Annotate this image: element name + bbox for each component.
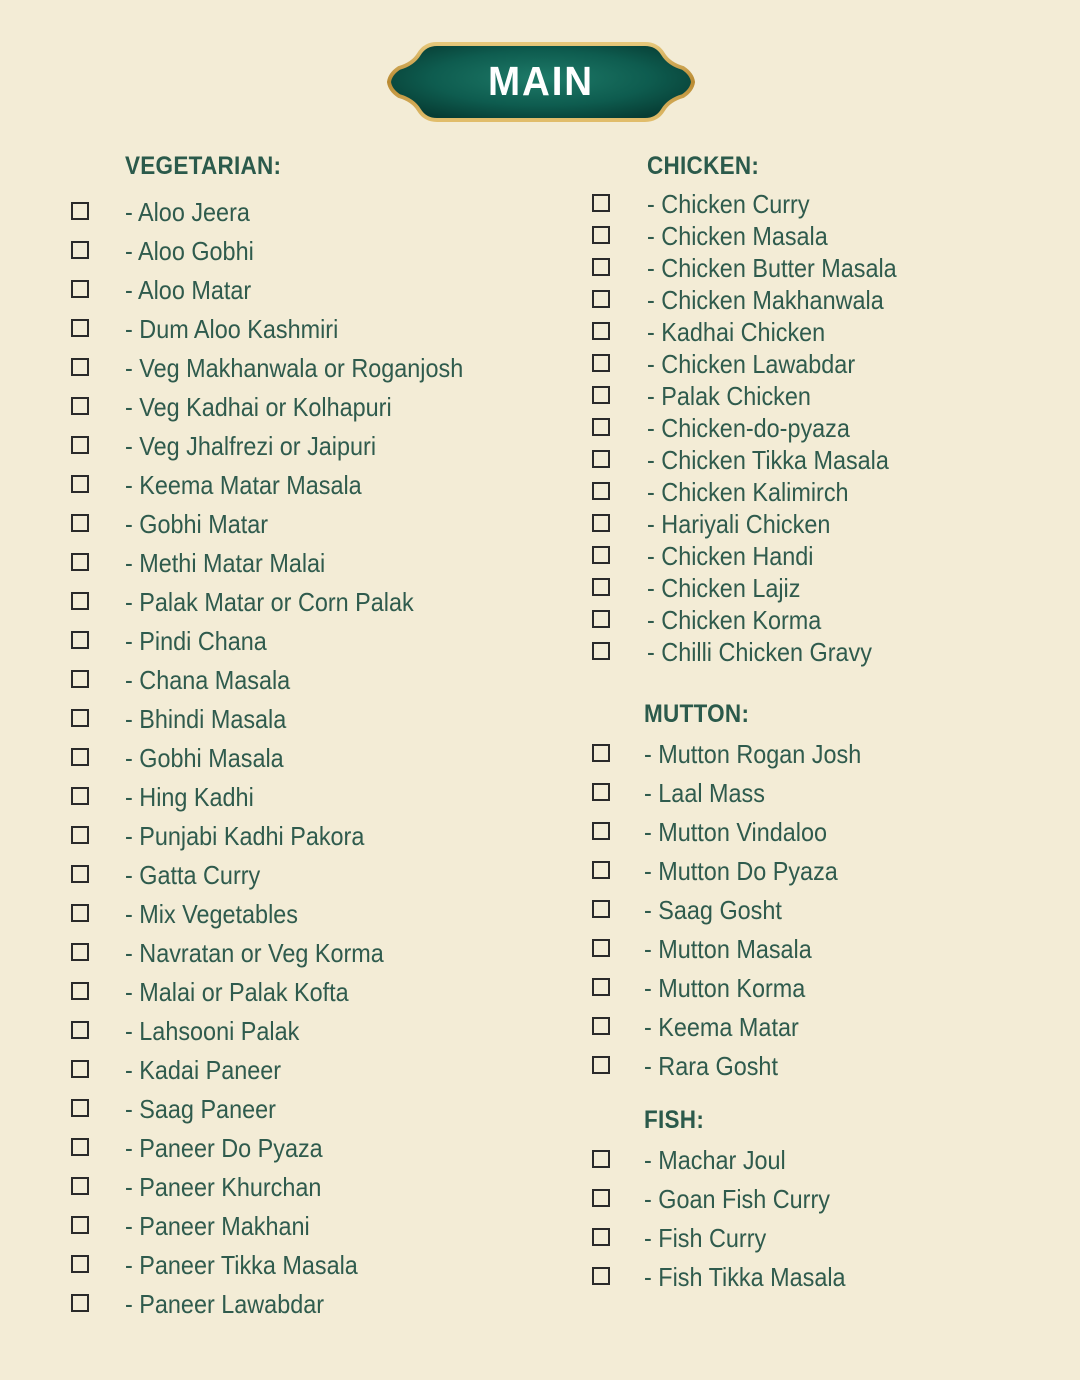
checkbox-icon[interactable] <box>592 450 610 468</box>
item-label: - Chicken Curry <box>647 189 810 219</box>
item-label: - Malai or Palak Kofta <box>125 977 349 1007</box>
checkbox-icon[interactable] <box>592 226 610 244</box>
checkbox-icon[interactable] <box>71 241 89 259</box>
checkbox-icon[interactable] <box>592 861 610 879</box>
title-banner <box>387 38 695 126</box>
item-label: - Chicken Lajiz <box>647 573 801 603</box>
checkbox-icon[interactable] <box>71 514 89 532</box>
item-label: - Saag Gosht <box>644 895 782 925</box>
checkbox-icon[interactable] <box>592 1150 610 1168</box>
item-label: - Gobhi Masala <box>125 743 284 773</box>
fish-heading: FISH: <box>644 1106 705 1134</box>
checkbox-icon[interactable] <box>592 258 610 276</box>
checkbox-icon[interactable] <box>71 319 89 337</box>
checkbox-icon[interactable] <box>592 900 610 918</box>
item-label: - Paneer Makhani <box>125 1211 310 1241</box>
checkbox-icon[interactable] <box>71 1060 89 1078</box>
checkbox-icon[interactable] <box>71 1255 89 1273</box>
item-label: - Goan Fish Curry <box>644 1184 830 1214</box>
item-label: - Chicken Makhanwala <box>647 285 884 315</box>
item-label: - Chilli Chicken Gravy <box>647 637 872 667</box>
checkbox-icon[interactable] <box>71 709 89 727</box>
checkbox-icon[interactable] <box>71 436 89 454</box>
checkbox-icon[interactable] <box>592 610 610 628</box>
item-label: - Mutton Vindaloo <box>644 817 827 847</box>
checkbox-icon[interactable] <box>592 978 610 996</box>
item-label: - Veg Jhalfrezi or Jaipuri <box>125 431 377 461</box>
item-label: - Saag Paneer <box>125 1094 276 1124</box>
item-label: - Kadhai Chicken <box>647 317 826 347</box>
checkbox-icon[interactable] <box>592 514 610 532</box>
checkbox-icon[interactable] <box>71 943 89 961</box>
checkbox-icon[interactable] <box>71 1099 89 1117</box>
checkbox-icon[interactable] <box>71 670 89 688</box>
item-label: - Hariyali Chicken <box>647 509 831 539</box>
item-label: - Keema Matar Masala <box>125 470 362 500</box>
item-label: - Hing Kadhi <box>125 782 254 812</box>
mutton-heading: MUTTON: <box>644 700 750 728</box>
item-label: - Gatta Curry <box>125 860 261 890</box>
checkbox-icon[interactable] <box>71 1216 89 1234</box>
item-label: - Machar Joul <box>644 1145 786 1175</box>
item-label: - Gobhi Matar <box>125 509 269 539</box>
item-label: - Chicken Kalimirch <box>647 477 849 507</box>
item-label: - Paneer Lawabdar <box>125 1289 325 1319</box>
checkbox-icon[interactable] <box>592 354 610 372</box>
item-label: - Paneer Khurchan <box>125 1172 322 1202</box>
item-label: - Veg Makhanwala or Roganjosh <box>125 353 464 383</box>
item-label: - Mix Vegetables <box>125 899 298 929</box>
item-label: - Palak Matar or Corn Palak <box>125 587 414 617</box>
vegetarian-heading: VEGETARIAN: <box>125 152 282 180</box>
item-label: - Chana Masala <box>125 665 291 695</box>
chicken-heading: CHICKEN: <box>647 152 760 180</box>
item-label: - Mutton Do Pyaza <box>644 856 838 886</box>
checkbox-icon[interactable] <box>71 1138 89 1156</box>
checkbox-icon[interactable] <box>592 578 610 596</box>
item-label: - Navratan or Veg Korma <box>125 938 384 968</box>
item-label: - Chicken Handi <box>647 541 814 571</box>
item-label: - Bhindi Masala <box>125 704 287 734</box>
checkbox-icon[interactable] <box>592 744 610 762</box>
checkbox-icon[interactable] <box>71 475 89 493</box>
item-label: - Aloo Jeera <box>125 197 250 227</box>
item-label: - Mutton Korma <box>644 973 806 1003</box>
checkbox-icon[interactable] <box>71 904 89 922</box>
checkbox-icon[interactable] <box>71 865 89 883</box>
item-label: - Paneer Tikka Masala <box>125 1250 358 1280</box>
checkbox-icon[interactable] <box>71 280 89 298</box>
item-label: - Aloo Matar <box>125 275 252 305</box>
checkbox-icon[interactable] <box>592 290 610 308</box>
checkbox-icon[interactable] <box>592 482 610 500</box>
checkbox-icon[interactable] <box>592 1056 610 1074</box>
item-label: - Punjabi Kadhi Pakora <box>125 821 365 851</box>
item-label: - Aloo Gobhi <box>125 236 254 266</box>
checkbox-icon[interactable] <box>71 1021 89 1039</box>
checkbox-icon[interactable] <box>71 1177 89 1195</box>
checkbox-icon[interactable] <box>71 358 89 376</box>
item-label: - Pindi Chana <box>125 626 267 656</box>
item-label: - Chicken Lawabdar <box>647 349 856 379</box>
checkbox-icon[interactable] <box>71 202 89 220</box>
checkbox-icon[interactable] <box>592 783 610 801</box>
page-title: MAIN <box>487 58 594 104</box>
checkbox-icon[interactable] <box>592 1189 610 1207</box>
checkbox-icon[interactable] <box>71 592 89 610</box>
item-label: - Chicken Korma <box>647 605 822 635</box>
checkbox-icon[interactable] <box>71 553 89 571</box>
item-label: - Dum Aloo Kashmiri <box>125 314 339 344</box>
checkbox-icon[interactable] <box>71 1294 89 1312</box>
item-label: - Chicken Tikka Masala <box>647 445 889 475</box>
checkbox-icon[interactable] <box>71 787 89 805</box>
checkbox-icon[interactable] <box>71 982 89 1000</box>
checkbox-icon[interactable] <box>71 826 89 844</box>
item-label: - Fish Tikka Masala <box>644 1262 846 1292</box>
item-label: - Chicken Masala <box>647 221 828 251</box>
checkbox-icon[interactable] <box>71 397 89 415</box>
item-label: - Mutton Masala <box>644 934 812 964</box>
item-label: - Lahsooni Palak <box>125 1016 300 1046</box>
checkbox-icon[interactable] <box>592 1267 610 1285</box>
item-label: - Methi Matar Malai <box>125 548 326 578</box>
checkbox-icon[interactable] <box>592 546 610 564</box>
checkbox-icon[interactable] <box>592 642 610 660</box>
checkbox-icon[interactable] <box>592 1017 610 1035</box>
item-label: - Paneer Do Pyaza <box>125 1133 323 1163</box>
item-label: - Palak Chicken <box>647 381 811 411</box>
checkbox-icon[interactable] <box>592 939 610 957</box>
checkbox-icon[interactable] <box>71 631 89 649</box>
item-label: - Fish Curry <box>644 1223 767 1253</box>
item-label: - Veg Kadhai or Kolhapuri <box>125 392 392 422</box>
item-label: - Mutton Rogan Josh <box>644 739 862 769</box>
item-label: - Laal Mass <box>644 778 765 808</box>
checkbox-icon[interactable] <box>71 748 89 766</box>
checkbox-icon[interactable] <box>592 822 610 840</box>
checkbox-icon[interactable] <box>592 386 610 404</box>
checkbox-icon[interactable] <box>592 1228 610 1246</box>
item-label: - Kadai Paneer <box>125 1055 282 1085</box>
checkbox-icon[interactable] <box>592 322 610 340</box>
item-label: - Chicken Butter Masala <box>647 253 897 283</box>
item-label: - Chicken-do-pyaza <box>647 413 850 443</box>
item-label: - Keema Matar <box>644 1012 799 1042</box>
checkbox-icon[interactable] <box>592 418 610 436</box>
item-label: - Rara Gosht <box>644 1051 778 1081</box>
checkbox-icon[interactable] <box>592 194 610 212</box>
